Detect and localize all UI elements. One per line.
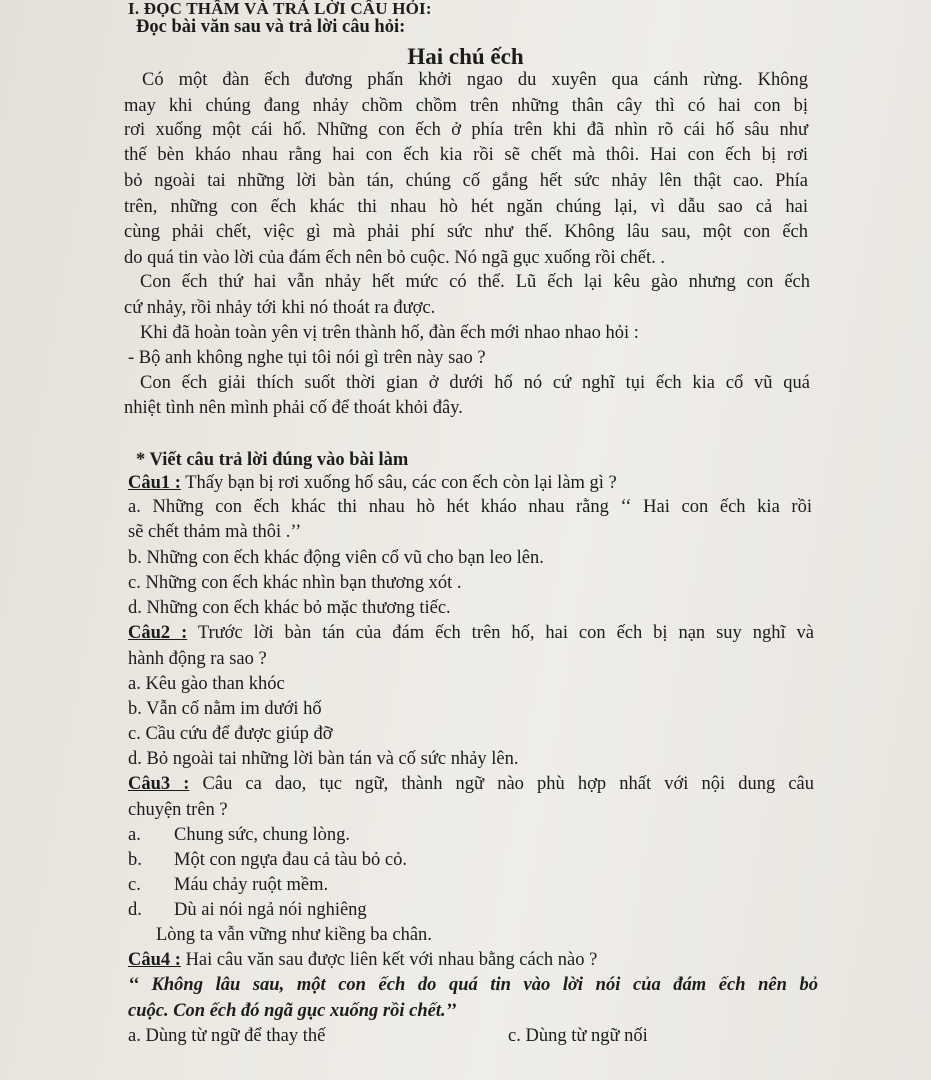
q1-option-c: c. Những con ếch khác nhìn bạn thương xót . [128, 573, 462, 593]
q4-quote-line-2: cuộc. Con ếch đó ngã gục xuống rồi chết.’’ [128, 1001, 457, 1021]
question-4 [128, 951, 597, 970]
q3-option-b [128, 850, 407, 870]
q4-quote-line-1: ‘‘ Không lâu sau, một con ếch do quá tin vào lời nói của đám ếch nên bỏ [128, 975, 818, 995]
q1-option-a-cont: sẽ chết thảm mà thôi .’’ [128, 522, 302, 542]
story-line: Con ếch giải thích suốt thời gian ở dưới hố nó cứ nghĩ tụi ếch kia cổ vũ quá [140, 373, 810, 393]
story-line: trên, những con ếch khác thi nhau hò hét ngăn chúng lại, vì dẫu sao cả hai [124, 197, 808, 217]
question-3-cont: chuyện trên ? [128, 800, 228, 820]
question-label: Câu4 : [128, 950, 181, 970]
section-header: I. ĐỌC THẦM VÀ TRẢ LỜI CÂU HỎI: [128, 0, 432, 18]
question-text: Thấy bạn bị rơi xuống hố sâu, các con ếch còn lại làm gì ? [180, 473, 617, 493]
option-letter: c. [128, 875, 141, 895]
story-line: cùng phải chết, việc gì mà phải phí sức như thế. Không lâu sau, một con ếch [124, 222, 808, 242]
option-text: Một con ngựa đau cả tàu bỏ cỏ. [174, 850, 407, 870]
story-line: nhiệt tình nên mình phải cố để thoát khỏi đây. [124, 398, 463, 418]
option-text: Máu chảy ruột mềm. [174, 875, 329, 895]
q1-option-d: d. Những con ếch khác bỏ mặc thương tiếc. [128, 598, 451, 618]
option-letter: a. [128, 1026, 141, 1046]
question-3 [128, 775, 814, 794]
option-letter: c. [508, 1026, 521, 1046]
option-letter: b. [128, 850, 142, 870]
q3-option-c [128, 875, 329, 895]
q4-option-c [508, 1027, 648, 1046]
option-letter: a. [128, 825, 141, 845]
option-text: Dùng từ ngữ để thay thế [145, 1026, 326, 1046]
story-line: Có một đàn ếch đương phấn khởi ngao du xuyên qua cánh rừng. Không [142, 70, 808, 90]
story-line: may khi chúng đang nhảy chồm chồm trên những thân cây thì có hai con bị [124, 96, 808, 116]
question-text: Hai câu văn sau được liên kết với nhau bằng cách nào ? [180, 950, 598, 970]
story-line: cứ nhảy, rồi nhảy tới khi nó thoát ra được. [124, 298, 436, 318]
question-label: Câu3 : [128, 774, 190, 794]
q2-option-c: c. Cầu cứu để được giúp đỡ [128, 724, 333, 744]
q1-option-b: b. Những con ếch khác động viên cổ vũ cho bạn leo lên. [128, 548, 544, 568]
story-line: Con ếch thứ hai vẫn nhảy hết mức có thể. Lũ ếch lại kêu gào nhưng con ếch [140, 272, 810, 292]
question-text: Trước lời bàn tán của đám ếch trên hố, hai con ếch bị nạn suy nghĩ và [187, 623, 814, 643]
story-title: Hai chú ếch [407, 44, 524, 69]
story-line: bỏ ngoài tai những lời bàn tán, chúng cố gắng hết sức nhảy lên thật cao. Phía [124, 171, 808, 191]
option-letter: d. [128, 900, 142, 920]
option-text: Dùng từ ngữ nối [525, 1026, 648, 1046]
q3-option-d-cont: Lòng ta vẫn vững như kiềng ba chân. [156, 925, 432, 945]
q1-option-a: a. Những con ếch khác thi nhau hò hét kháo nhau rằng ‘‘ Hai con ếch kia rồi [128, 497, 812, 517]
story-line: thế bèn kháo nhau rằng hai con ếch kia rồi sẽ chết mà thôi. Hai con ếch bị rơi [124, 145, 808, 165]
question-text: Câu ca dao, tục ngữ, thành ngữ nào phù hợp nhất với nội dung câu [189, 774, 814, 794]
q4-option-a [128, 1027, 325, 1046]
question-1 [128, 474, 617, 493]
q2-option-b: b. Vẫn cố nằm im dưới hố [128, 699, 322, 719]
story-line: Khi đã hoàn toàn yên vị trên thành hố, đàn ếch mới nhao nhao hỏi : [140, 323, 639, 343]
q2-option-d: d. Bỏ ngoài tai những lời bàn tán và cố sức nhảy lên. [128, 749, 519, 769]
question-2 [128, 624, 814, 643]
option-text: Chung sức, chung lòng. [174, 825, 351, 845]
story-line: do quá tin vào lời của đám ếch nên bỏ cuộc. Nó ngã gục xuống rồi chết. . [124, 248, 665, 268]
story-line: - Bộ anh không nghe tụi tôi nói gì trên này sao ? [128, 348, 486, 368]
q3-option-d [128, 900, 367, 920]
story-line: rơi xuống một cái hố. Những con ếch ở phía trên khi đã nhìn rõ cái hố sâu như [124, 120, 808, 140]
q3-option-a [128, 825, 351, 845]
q2-option-a: a. Kêu gào than khóc [128, 674, 285, 694]
reading-instruction: Đọc bài văn sau và trả lời câu hỏi: [136, 17, 406, 37]
answer-instruction: * Viết câu trả lời đúng vào bài làm [136, 450, 409, 470]
question-label: Câu1 : [128, 473, 181, 493]
option-text: Dù ai nói ngả nói nghiêng [174, 900, 367, 920]
question-2-cont: hành động ra sao ? [128, 649, 267, 669]
question-label: Câu2 : [128, 623, 188, 643]
